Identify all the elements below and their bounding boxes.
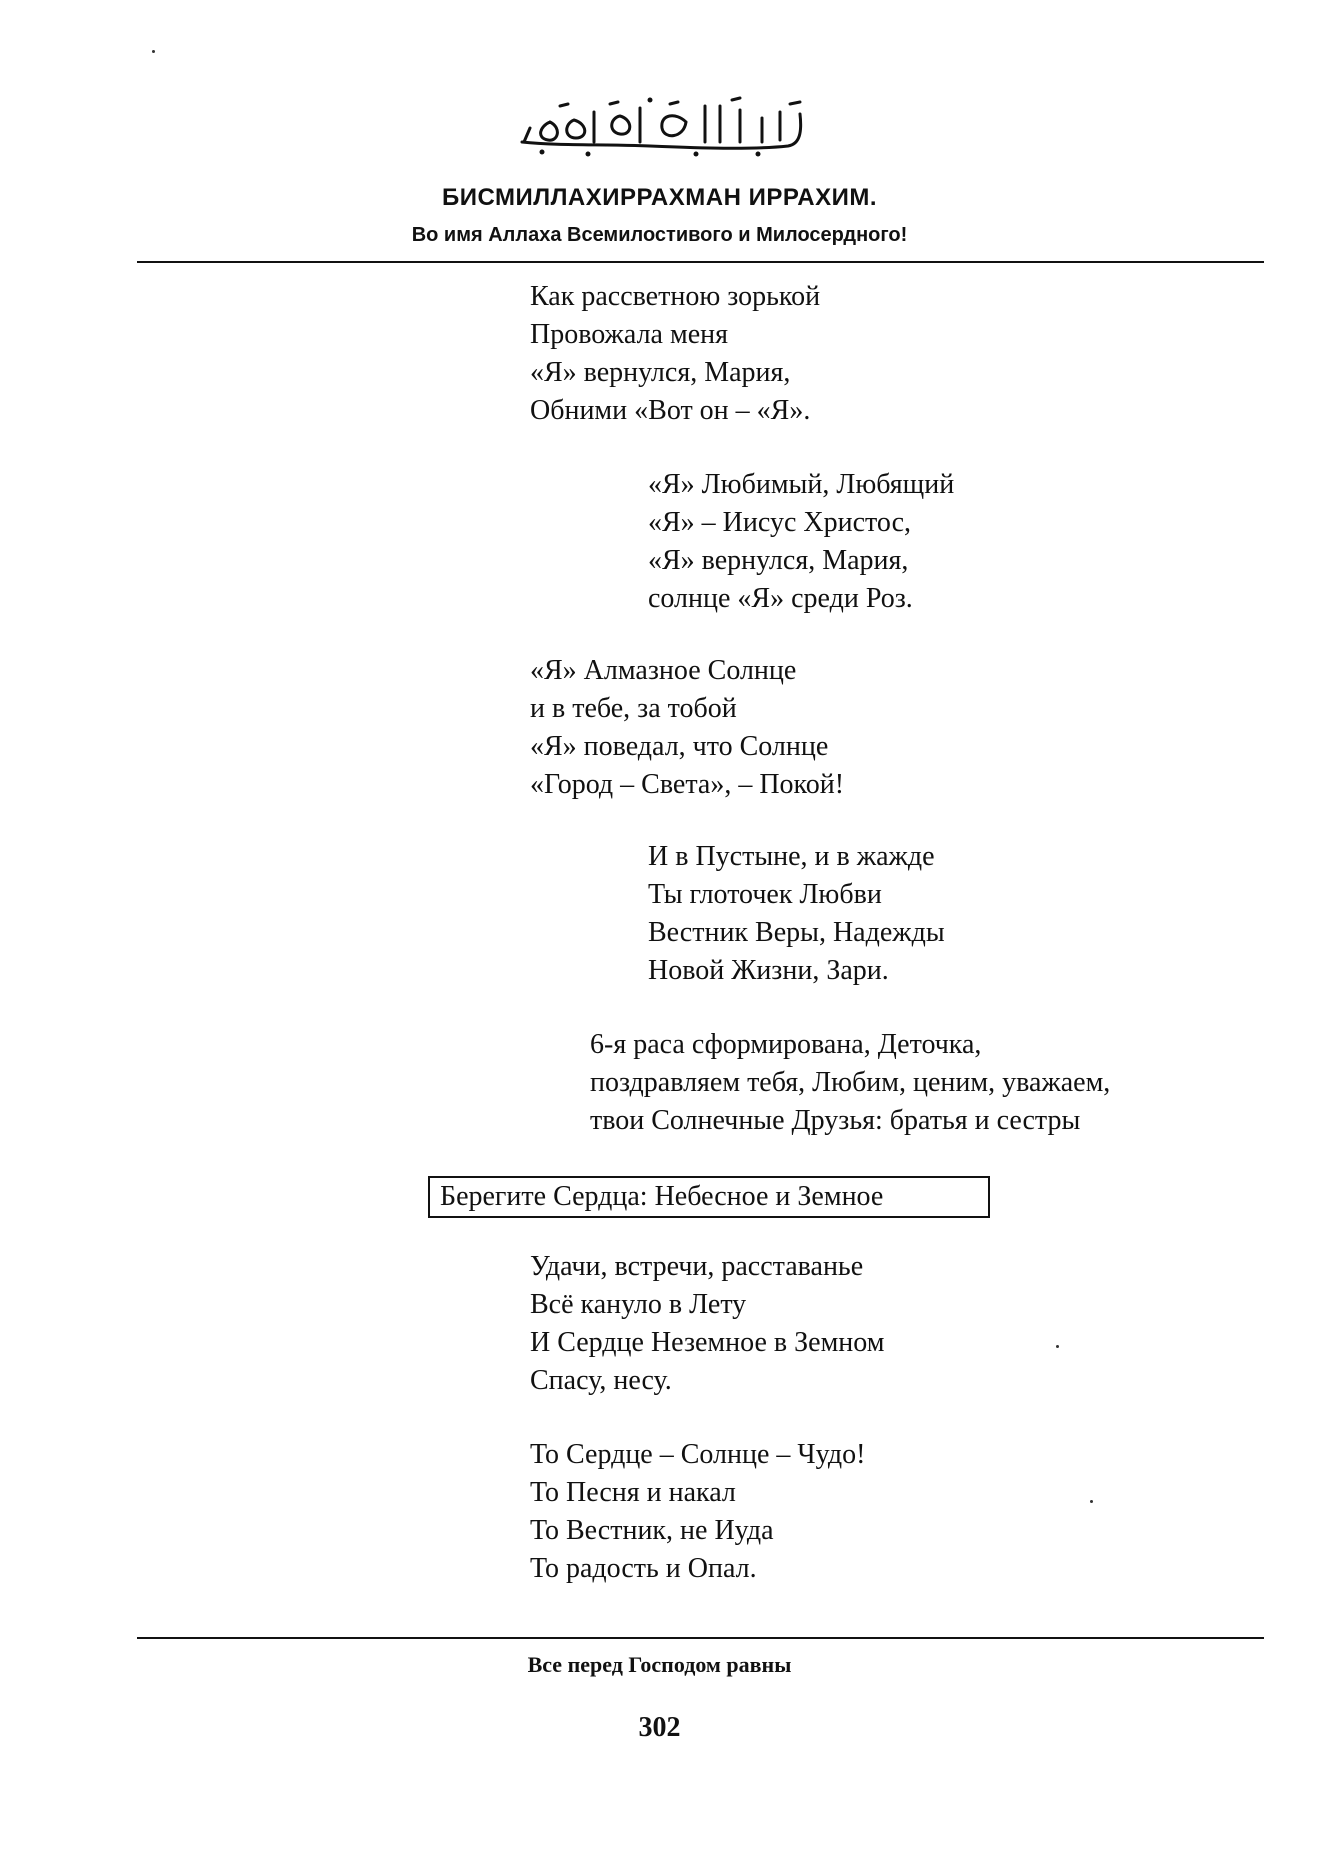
poem-line: Обними «Вот он – «Я». xyxy=(530,395,811,426)
poem-line: Спасу, несу. xyxy=(530,1365,672,1396)
header-subtitle: Во имя Аллаха Всемилостивого и Милосердного! xyxy=(411,224,908,246)
poem-line: твои Солнечные Друзья: братья и сестры xyxy=(590,1105,1081,1136)
poem-line: Провожала меня xyxy=(530,319,728,350)
arabic-calligraphy-icon xyxy=(500,92,820,162)
scan-speck xyxy=(1090,1500,1093,1503)
poem-line: «Город – Света», – Покой! xyxy=(530,769,845,800)
poem-line: «Я» Любимый, Любящий xyxy=(648,469,955,500)
poem-line: «Я» поведал, что Солнце xyxy=(530,731,829,762)
stanza-3 xyxy=(530,652,844,804)
poem-line: То Песня и накал xyxy=(530,1477,736,1508)
poem-line: 6-я раса сформирована, Деточка, xyxy=(590,1029,982,1060)
poem-line: и в тебе, за тобой xyxy=(530,693,737,724)
stanza-7 xyxy=(530,1436,865,1588)
poem-line: Ты глоточек Любви xyxy=(648,879,882,910)
poem-line: Как рассветною зорькой xyxy=(530,281,821,312)
poem-line: «Я» вернулся, Мария, xyxy=(530,357,791,388)
poem-line: «Я» – Иисус Христос, xyxy=(648,507,911,538)
poem-line: Вестник Веры, Надежды xyxy=(648,917,945,948)
poem-line: поздравляем тебя, Любим, ценим, уважаем, xyxy=(590,1067,1111,1098)
stanza-6 xyxy=(530,1248,884,1400)
page-number: 302 xyxy=(638,1712,681,1743)
stanza-4 xyxy=(648,838,945,990)
poem-line: Удачи, встречи, расставанье xyxy=(530,1251,864,1282)
dedication-paragraph xyxy=(590,1026,1110,1140)
header-title: БИСМИЛЛАХИРРАХМАН ИРРАХИМ. xyxy=(441,184,877,211)
poem-line: И Сердце Неземное в Земном xyxy=(530,1327,885,1358)
poem-line: Всё кануло в Лету xyxy=(530,1289,747,1320)
bottom-divider xyxy=(137,1637,1264,1639)
poem-line: То Вестник, не Иуда xyxy=(530,1515,774,1546)
poem-line: То Сердце – Солнце – Чудо! xyxy=(530,1439,866,1470)
scan-speck xyxy=(1056,1345,1059,1348)
scan-speck xyxy=(152,50,155,53)
stanza-1 xyxy=(530,278,820,430)
poem-line: То радость и Опал. xyxy=(530,1553,757,1584)
poem-line: «Я» Алмазное Солнце xyxy=(530,655,797,686)
poem-line: Новой Жизни, Зари. xyxy=(648,955,889,986)
footer-title: Все перед Господом равны xyxy=(527,1652,792,1677)
boxed-heading: Берегите Сердца: Небесное и Земное xyxy=(428,1176,990,1218)
top-divider xyxy=(137,261,1264,263)
poem-line: солнце «Я» среди Роз. xyxy=(648,583,913,614)
poem-line: И в Пустыне, и в жажде xyxy=(648,841,935,872)
stanza-2 xyxy=(648,466,954,618)
poem-line: «Я» вернулся, Мария, xyxy=(648,545,909,576)
bismillah-calligraphy xyxy=(0,92,1319,162)
